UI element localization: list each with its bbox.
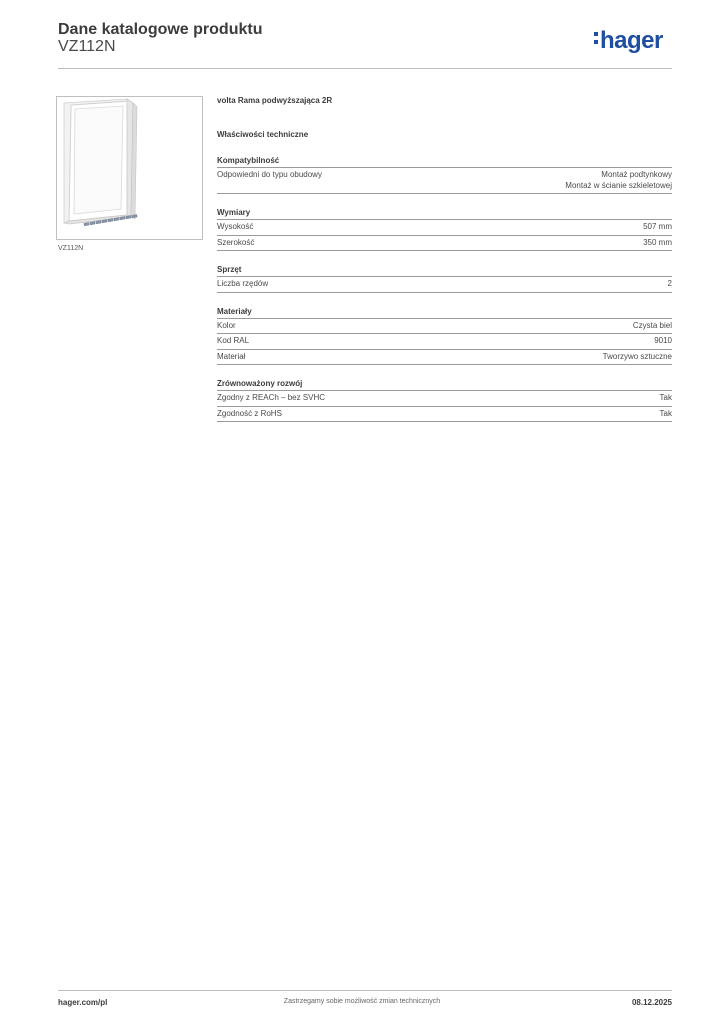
spec-section (217, 208, 672, 251)
product-image (56, 96, 203, 240)
spec-value: 350 mm (643, 237, 672, 247)
spec-row (217, 334, 672, 350)
spec-value: Montaż w ścianie szkieletowej (565, 180, 672, 190)
spec-values (660, 393, 672, 404)
spec-label: Zgodny z REACh – bez SVHC (217, 393, 326, 402)
footer-disclaimer: Zastrzegamy sobie możliwość zmian technicznych (283, 998, 441, 1005)
spec-label: Odpowiedni do typu obudowy (217, 170, 322, 179)
spec-value: 9010 (654, 336, 672, 345)
section-title: Sprzęt (217, 265, 672, 277)
spec-label: Szerokość (217, 237, 255, 247)
section-title: Kompatybilność (217, 156, 672, 168)
spec-value: Tak (659, 408, 672, 418)
spec-row (217, 407, 672, 423)
spec-row (217, 391, 672, 407)
spec-value: 507 mm (643, 222, 672, 231)
frame-illustration (57, 97, 202, 239)
header-divider (58, 68, 672, 69)
spec-label: Liczba rzędów (217, 279, 269, 288)
section-title: Zrównoważony rozwój (217, 379, 672, 391)
spec-label: Wysokość (217, 222, 254, 231)
section-title: Wymiary (217, 208, 672, 220)
spec-values (643, 238, 672, 249)
logo-colon-icon (594, 32, 598, 48)
spec-label: Kod RAL (217, 336, 250, 345)
footer-website[interactable]: hager.com/pl (58, 998, 108, 1007)
hager-logo (594, 26, 663, 56)
spec-values (603, 352, 672, 363)
spec-section (217, 379, 672, 422)
spec-row (217, 277, 672, 293)
spec-row (217, 350, 672, 366)
product-code: VZ112N (58, 38, 116, 55)
spec-section (217, 265, 672, 293)
spec-values (660, 409, 672, 420)
spec-value: Tworzywo sztuczne (602, 351, 672, 361)
spec-values (643, 222, 672, 233)
spec-values (654, 336, 672, 347)
spec-row (217, 236, 672, 252)
spec-label: Kolor (217, 320, 236, 330)
spec-value: 2 (667, 279, 672, 288)
spec-label: Materiał (217, 351, 246, 361)
technical-properties-heading: Właściwości techniczne (217, 130, 309, 139)
spec-sections (217, 156, 672, 422)
footer-date: 08.12.2025 (631, 998, 672, 1007)
spec-content (217, 96, 672, 422)
document-title: Dane katalogowe produktu (58, 21, 263, 38)
spec-value: Montaż podtynkowy (601, 170, 672, 179)
spec-value: Tak (659, 393, 672, 402)
spec-row (217, 220, 672, 236)
spec-section (217, 156, 672, 194)
spec-row (217, 168, 672, 194)
image-caption: VZ112N (58, 245, 84, 252)
spec-values (633, 321, 672, 332)
product-name: volta Rama podwyższająca 2R (217, 96, 333, 105)
section-title: Materiały (217, 307, 672, 319)
footer-divider (58, 990, 672, 991)
spec-values (668, 279, 672, 290)
logo-text: hager (600, 27, 663, 54)
spec-section (217, 307, 672, 366)
spec-label: Zgodność z RoHS (217, 408, 282, 418)
spec-row (217, 319, 672, 335)
spec-values (565, 170, 672, 191)
spec-value: Czysta biel (632, 320, 672, 330)
